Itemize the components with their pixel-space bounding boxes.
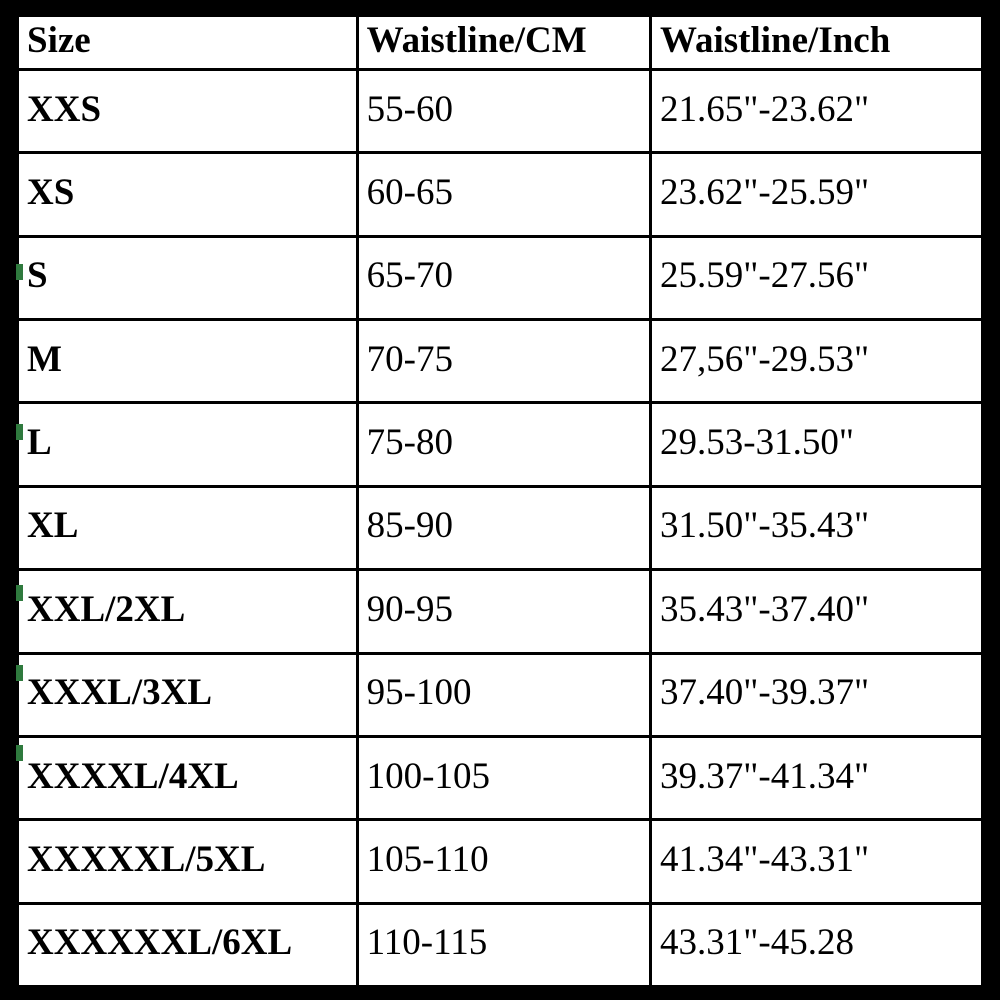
- table-header: [18, 16, 983, 70]
- cell-waistline-inch: 27,56"-29.53": [651, 320, 983, 403]
- table-row: [18, 903, 983, 986]
- cell-size: XXL/2XL: [18, 570, 358, 653]
- cell-waistline-cm: 105-110: [357, 820, 650, 903]
- cell-size: S: [18, 236, 358, 319]
- cell-waistline-inch: 25.59"-27.56": [651, 236, 983, 319]
- table-row: [18, 236, 983, 319]
- table-row: [18, 820, 983, 903]
- cell-waistline-inch: 23.62"-25.59": [651, 153, 983, 236]
- size-chart-table: [16, 14, 984, 988]
- table-row: [18, 153, 983, 236]
- cell-waistline-inch: 35.43"-37.40": [651, 570, 983, 653]
- cell-size: XXXXXL/5XL: [18, 820, 358, 903]
- cell-waistline-cm: 60-65: [357, 153, 650, 236]
- column-header-waistline-inch: Waistline/Inch: [651, 16, 983, 70]
- cell-waistline-cm: 85-90: [357, 486, 650, 569]
- cell-waistline-cm: 110-115: [357, 903, 650, 986]
- table-row: [18, 653, 983, 736]
- table-row: [18, 403, 983, 486]
- cell-waistline-inch: 43.31"-45.28: [651, 903, 983, 986]
- table-row: [18, 736, 983, 819]
- cell-waistline-inch: 21.65"-23.62": [651, 70, 983, 153]
- column-header-waistline-cm: Waistline/CM: [357, 16, 650, 70]
- cell-waistline-inch: 37.40"-39.37": [651, 653, 983, 736]
- cell-waistline-cm: 95-100: [357, 653, 650, 736]
- cell-size: XL: [18, 486, 358, 569]
- cell-waistline-cm: 75-80: [357, 403, 650, 486]
- cell-waistline-inch: 31.50"-35.43": [651, 486, 983, 569]
- table-header-row: [18, 16, 983, 70]
- table-row: [18, 320, 983, 403]
- cell-waistline-inch: 29.53-31.50": [651, 403, 983, 486]
- cell-waistline-inch: 41.34"-43.31": [651, 820, 983, 903]
- cell-waistline-cm: 65-70: [357, 236, 650, 319]
- table-body: [18, 70, 983, 987]
- column-header-size: Size: [18, 16, 358, 70]
- cell-waistline-cm: 90-95: [357, 570, 650, 653]
- cell-waistline-cm: 100-105: [357, 736, 650, 819]
- table-row: [18, 70, 983, 153]
- cell-size: XXXL/3XL: [18, 653, 358, 736]
- cell-waistline-cm: 70-75: [357, 320, 650, 403]
- cell-waistline-cm: 55-60: [357, 70, 650, 153]
- table-row: [18, 486, 983, 569]
- cell-size: XS: [18, 153, 358, 236]
- cell-size: XXS: [18, 70, 358, 153]
- cell-waistline-inch: 39.37"-41.34": [651, 736, 983, 819]
- cell-size: XXXXXXL/6XL: [18, 903, 358, 986]
- cell-size: M: [18, 320, 358, 403]
- cell-size: XXXXL/4XL: [18, 736, 358, 819]
- cell-size: L: [18, 403, 358, 486]
- table-row: [18, 570, 983, 653]
